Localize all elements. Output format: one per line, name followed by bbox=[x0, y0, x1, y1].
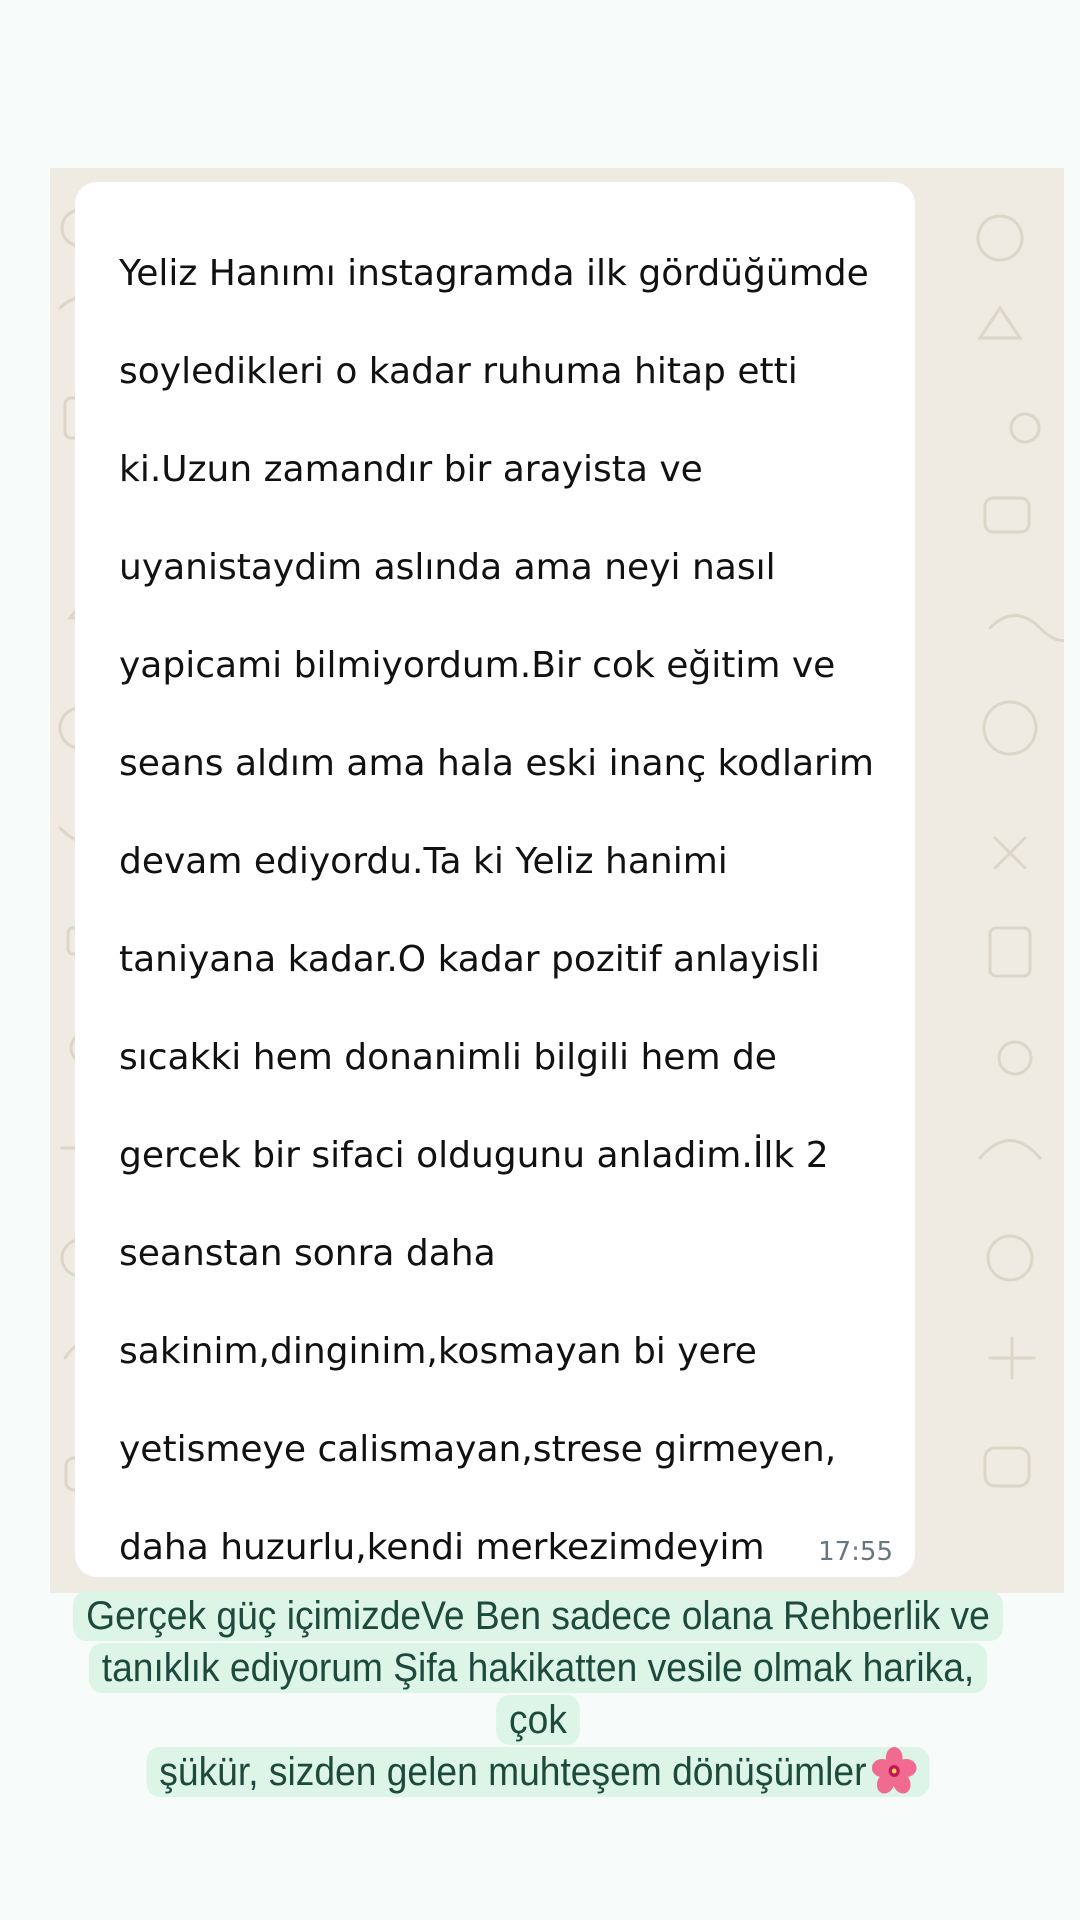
caption-line-last bbox=[146, 1747, 929, 1797]
message-line: taniyana kadar.O kadar pozitif anlayisli bbox=[119, 939, 821, 980]
caption-line-text: şükür, sizden gelen muhteşem dönüşümler bbox=[159, 1750, 867, 1794]
message-line: Yeliz Hanımı instagramda ilk gördüğümde bbox=[119, 253, 869, 294]
message-line: uyanistaydim aslında ama neyi nasıl bbox=[119, 547, 776, 588]
message-line: seans aldım ama hala eski inanç kodlarim bbox=[119, 743, 874, 784]
message-line: seanstan sonra daha bbox=[119, 1233, 496, 1274]
message-line: yetismeye calismayan,strese girmeyen, bbox=[119, 1429, 837, 1470]
message-timestamp: 17:55 bbox=[818, 1537, 893, 1567]
message-line: daha huzurlu,kendi merkezimdeyim bbox=[119, 1527, 765, 1568]
caption-line: tanıklık ediyorum Şifa hakikatten vesile olmak harika, çok bbox=[89, 1643, 988, 1745]
message-bubble[interactable] bbox=[75, 182, 915, 1577]
message-line: sakinim,dinginim,kosmayan bi yere bbox=[119, 1331, 757, 1372]
story-caption bbox=[67, 1590, 1008, 1798]
message-line: soyledikleri o kadar ruhuma hitap etti bbox=[119, 351, 798, 392]
message-line: sıcakki hem donanimli bilgili hem de bbox=[119, 1037, 777, 1078]
message-line: yapicami bilmiyordum.Bir cok eğitim ve bbox=[119, 645, 836, 686]
message-line: ki.Uzun zamandır bir arayista ve bbox=[119, 449, 703, 490]
chat-screenshot bbox=[50, 168, 1064, 1593]
hibiscus-icon bbox=[872, 1747, 917, 1795]
message-text bbox=[119, 200, 875, 1593]
caption-line: Gerçek güç içimizdeVe Ben sadece olana Rehberlik ve bbox=[73, 1591, 1003, 1641]
message-line: devam ediyordu.Ta ki Yeliz hanimi bbox=[119, 841, 728, 882]
message-line: gercek bir sifaci oldugunu anladim.İlk 2 bbox=[119, 1135, 829, 1176]
